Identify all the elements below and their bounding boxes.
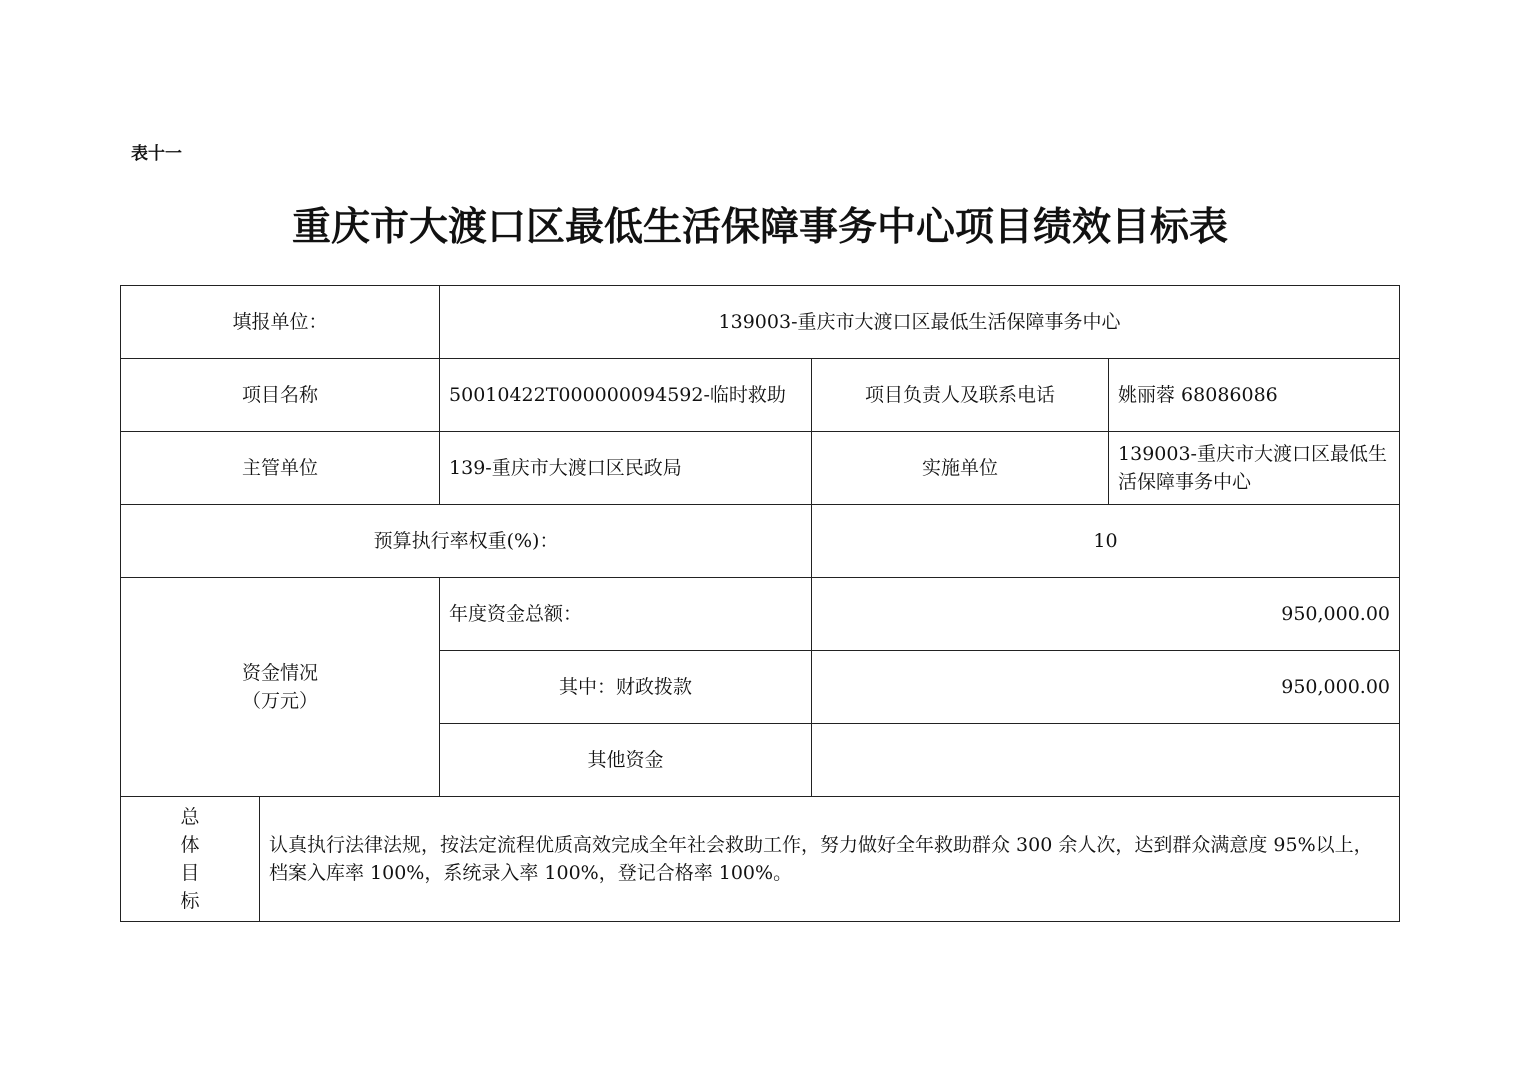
overall-goal-text: 认真执行法律法规，按法定流程优质高效完成全年社会救助工作，努力做好全年救助群众 300 余人次，达到群众满意度 95%以上，档案入库率 100%，系统录入率 100%，登记合格率 100%。 — [260, 797, 1400, 922]
table-row — [121, 797, 1400, 922]
project-owner-value: 姚丽蓉 68086086 — [1109, 359, 1400, 432]
competent-unit-value: 139-重庆市大渡口区民政局 — [440, 432, 812, 505]
overall-goal-label — [121, 797, 260, 922]
table-row — [121, 359, 1400, 432]
funds-label-line2: （万元） — [242, 690, 319, 712]
implementing-unit-value: 139003-重庆市大渡口区最低生活保障事务中心 — [1109, 432, 1400, 505]
reporting-unit-value: 139003-重庆市大渡口区最低生活保障事务中心 — [440, 286, 1400, 359]
goal-label-char: 总 — [180, 806, 200, 828]
other-funds-label: 其他资金 — [440, 724, 812, 797]
goal-label-char: 目 — [180, 862, 200, 884]
fiscal-value: 950,000.00 — [812, 651, 1400, 724]
table-row — [121, 505, 1400, 578]
funds-label-line1: 资金情况 — [242, 662, 319, 684]
funds-label — [121, 578, 440, 797]
budget-weight-label: 预算执行率权重(%)： — [121, 505, 812, 578]
annual-total-value: 950,000.00 — [812, 578, 1400, 651]
reporting-unit-label: 填报单位： — [121, 286, 440, 359]
table-number-tag: 表十一 — [131, 144, 182, 164]
implementing-unit-label: 实施单位 — [812, 432, 1109, 505]
goal-label-char: 体 — [180, 834, 200, 856]
project-name-label: 项目名称 — [121, 359, 440, 432]
performance-goal-table — [120, 285, 1400, 922]
budget-weight-value: 10 — [812, 505, 1400, 578]
project-owner-label: 项目负责人及联系电话 — [812, 359, 1109, 432]
table-row — [121, 432, 1400, 505]
fiscal-label: 其中：财政拨款 — [440, 651, 812, 724]
table-row — [121, 286, 1400, 359]
annual-total-label: 年度资金总额： — [440, 578, 812, 651]
goal-label-char: 标 — [180, 890, 200, 912]
other-funds-value — [812, 724, 1400, 797]
project-name-value: 50010422T000000094592-临时救助 — [440, 359, 812, 432]
page-title: 重庆市大渡口区最低生活保障事务中心项目绩效目标表 — [291, 204, 1228, 250]
competent-unit-label: 主管单位 — [121, 432, 440, 505]
table-row — [121, 578, 1400, 651]
